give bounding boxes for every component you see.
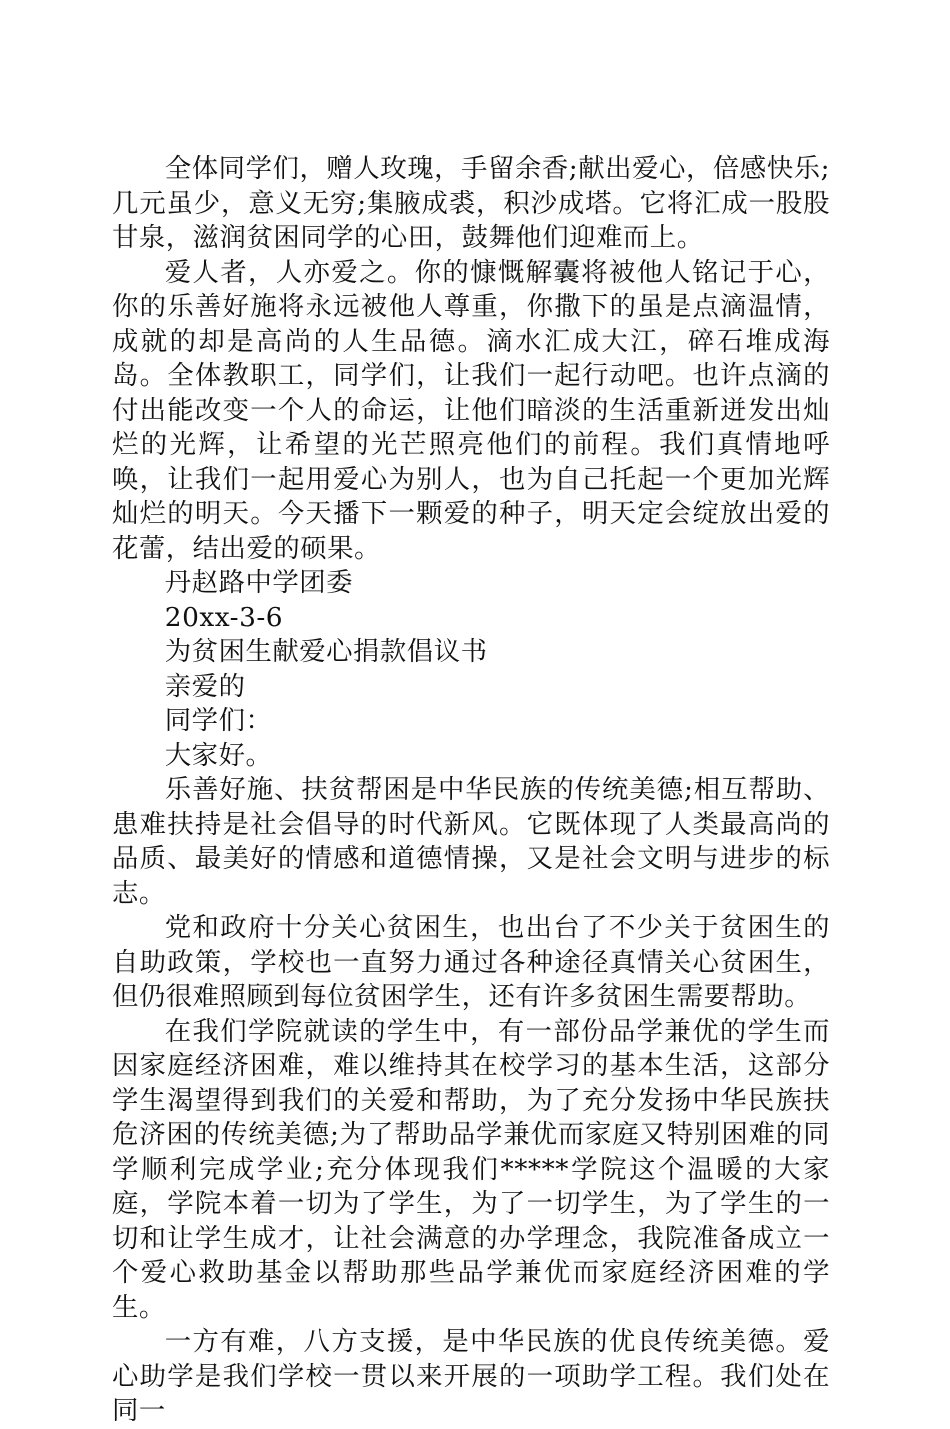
paragraph-1: 全体同学们，赠人玫瑰，手留余香;献出爱心，倍感快乐;几元虽少，意义无穷;集腋成裘，积沙成塔。它将汇成一股股甘泉，滋润贫困同学的心田，鼓舞他们迎难而上。 [112, 153, 830, 253]
signature-organization: 丹赵路中学团委 [164, 567, 354, 598]
paragraph-4: 党和政府十分关心贫困生，也出台了不少关于贫困生的自助政策，学校也一直努力通过各种途径真情关心贫困生，但仍很难照顾到每位贫困学生，还有许多贫困生需要帮助。 [112, 912, 830, 1012]
paragraph-5: 在我们学院就读的学生中，有一部份品学兼优的学生而因家庭经济困难，难以维持其在校学习的基本生活，这部分学生渴望得到我们的关爱和帮助，为了充分发扬中华民族扶危济困的传统美德;为了帮助品学兼优而家庭又特别困难的同学顺利完成学业;充分体现我们*****学院这个温暖的大家庭，学院本着一切为了学生，为了一切学生，为了学生的一切和让学生成才，让社会满意的办学理念，我院准备成立一个爱心救助基金以帮助那些品学兼优而家庭经济困难的学生。 [112, 1015, 830, 1323]
paragraph-2: 爱人者，人亦爱之。你的慷慨解囊将被他人铭记于心，你的乐善好施将永远被他人尊重，你撒下的虽是点滴温情，成就的却是高尚的人生品德。滴水汇成大江，碎石堆成海岛。全体教职工，同学们，让我们一起行动吧。也许点滴的付出能改变一个人的命运，让他们暗淡的生活重新迸发出灿烂的光辉，让希望的光芒照亮他们的前程。我们真情地呼唤，让我们一起用爱心为别人，也为自己托起一个更加光辉灿烂的明天。今天播下一颗爱的种子，明天定会绽放出爱的花蕾，结出爱的硕果。 [112, 256, 830, 564]
section-title: 为贫困生献爱心捐款倡议书 [164, 636, 488, 667]
greeting: 大家好。 [164, 739, 273, 771]
paragraph-6: 一方有难，八方支援，是中华民族的优良传统美德。爱心助学是我们学校一贯以来开展的一项助学工程。我们处在同一 [112, 1326, 830, 1426]
signature-date: 20xx-3-6 [164, 601, 284, 633]
document-body [112, 152, 830, 1429]
salutation-line-2: 同学们： [164, 705, 273, 736]
salutation-line-1: 亲爱的 [164, 670, 246, 702]
paragraph-3: 乐善好施、扶贫帮困是中华民族的传统美德;相互帮助、患难扶持是社会倡导的时代新风。它既体现了人类最高尚的品质、最美好的情感和道德情操，又是社会文明与进步的标志。 [112, 774, 830, 909]
